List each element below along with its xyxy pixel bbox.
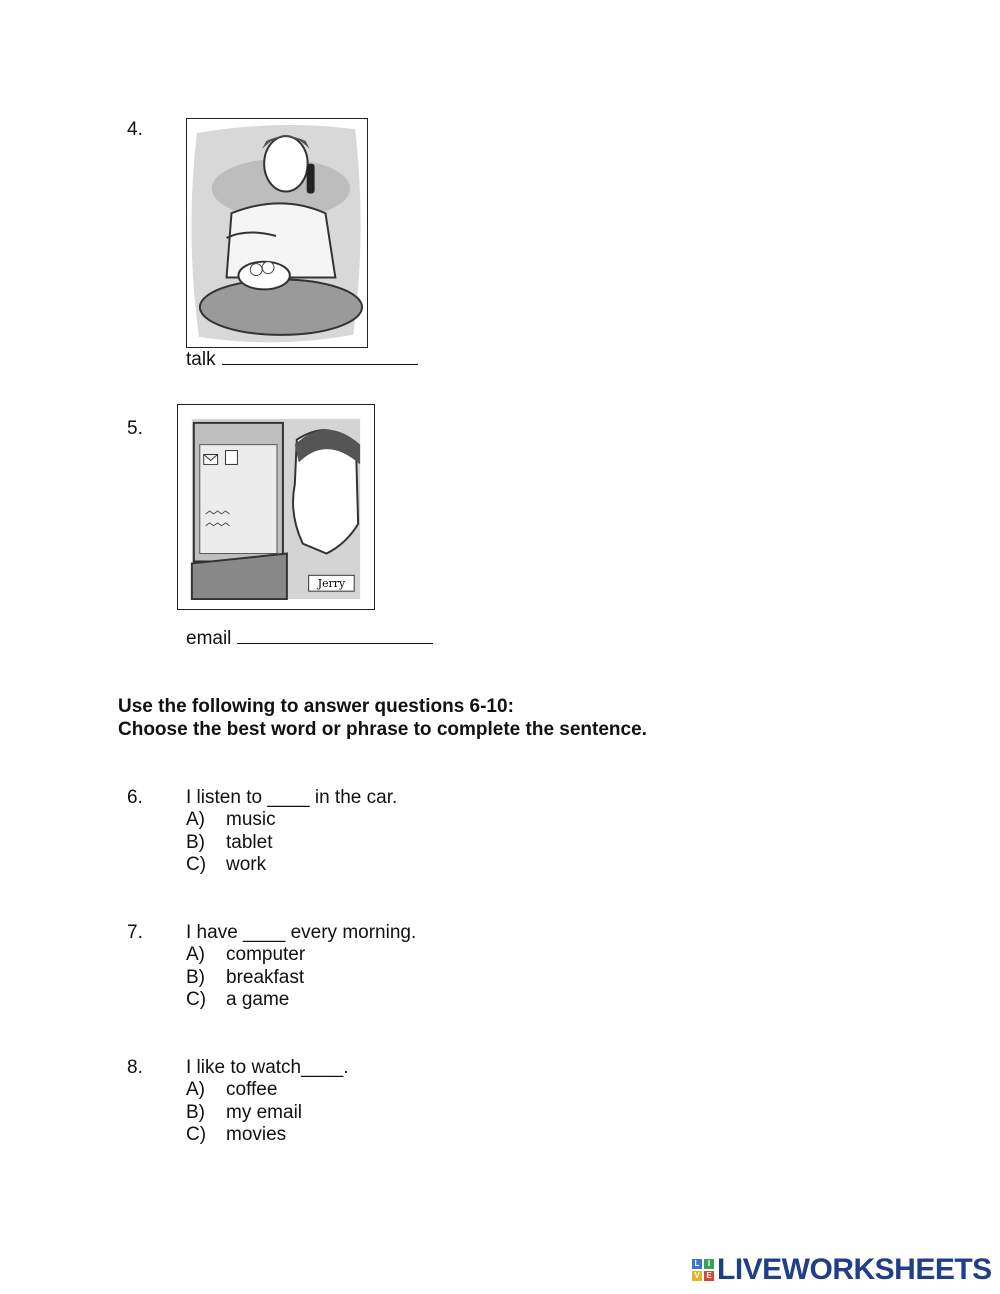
- option-letter: B): [186, 832, 205, 853]
- liveworksheets-logo: [692, 1254, 992, 1286]
- item-word-4: talk: [186, 349, 216, 370]
- option-6c[interactable]: [186, 854, 266, 876]
- option-text: breakfast: [226, 967, 305, 988]
- instructions-line-1: Use the following to answer questions 6-10:: [118, 696, 514, 717]
- laptop-email-illustration: [178, 405, 374, 609]
- logo-text: LIVEWORKSHEETS: [717, 1253, 992, 1286]
- option-text: work: [226, 854, 267, 875]
- option-letter: C): [186, 989, 207, 1010]
- option-text: movies: [226, 1124, 287, 1145]
- option-text: music: [226, 809, 276, 830]
- option-text: my email: [226, 1102, 303, 1123]
- option-text: coffee: [226, 1079, 278, 1100]
- option-letter: A): [186, 1079, 205, 1100]
- option-7c[interactable]: [186, 989, 289, 1011]
- option-letter: C): [186, 1124, 207, 1145]
- option-text: computer: [226, 944, 306, 965]
- logo-cube: L: [692, 1259, 702, 1269]
- question-number-7: 7.: [127, 922, 143, 943]
- option-7a[interactable]: [186, 944, 305, 966]
- option-6a[interactable]: [186, 809, 276, 831]
- option-letter: B): [186, 967, 205, 988]
- option-7b[interactable]: [186, 967, 304, 989]
- option-6b[interactable]: [186, 832, 272, 854]
- section-instructions: [118, 695, 647, 741]
- answer-blank-4[interactable]: [222, 363, 418, 365]
- option-letter: B): [186, 1102, 205, 1123]
- option-8c[interactable]: [186, 1124, 286, 1146]
- question-stem-6: I listen to ____ in the car.: [186, 787, 398, 808]
- answer-prompt-4: [186, 349, 418, 371]
- option-8b[interactable]: [186, 1102, 302, 1124]
- instructions-line-2: Choose the best word or phrase to complete the sentence.: [118, 719, 647, 740]
- question-stem-8: I like to watch____.: [186, 1057, 349, 1078]
- logo-cubes-icon: [692, 1259, 714, 1281]
- logo-cube: I: [704, 1259, 714, 1269]
- answer-blank-5[interactable]: [237, 642, 433, 644]
- answer-prompt-5: [186, 628, 433, 650]
- logo-cube: V: [692, 1271, 702, 1281]
- question-stem-7: I have ____ every morning.: [186, 922, 417, 943]
- option-8a[interactable]: [186, 1079, 277, 1101]
- question-number-6: 6.: [127, 787, 143, 808]
- name-tag-label: Jerry: [317, 577, 346, 591]
- option-text: tablet: [226, 832, 273, 853]
- item-word-5: email: [186, 628, 232, 649]
- option-letter: A): [186, 809, 205, 830]
- illustration-man-on-phone: [186, 118, 368, 348]
- phone-call-illustration: [187, 119, 367, 347]
- logo-cube: E: [704, 1271, 714, 1281]
- option-letter: A): [186, 944, 205, 965]
- question-number-8: 8.: [127, 1057, 143, 1078]
- illustration-man-at-laptop: [177, 404, 375, 610]
- item-number-5: 5.: [127, 418, 143, 439]
- item-number-4: 4.: [127, 119, 143, 140]
- option-text: a game: [226, 989, 290, 1010]
- option-letter: C): [186, 854, 207, 875]
